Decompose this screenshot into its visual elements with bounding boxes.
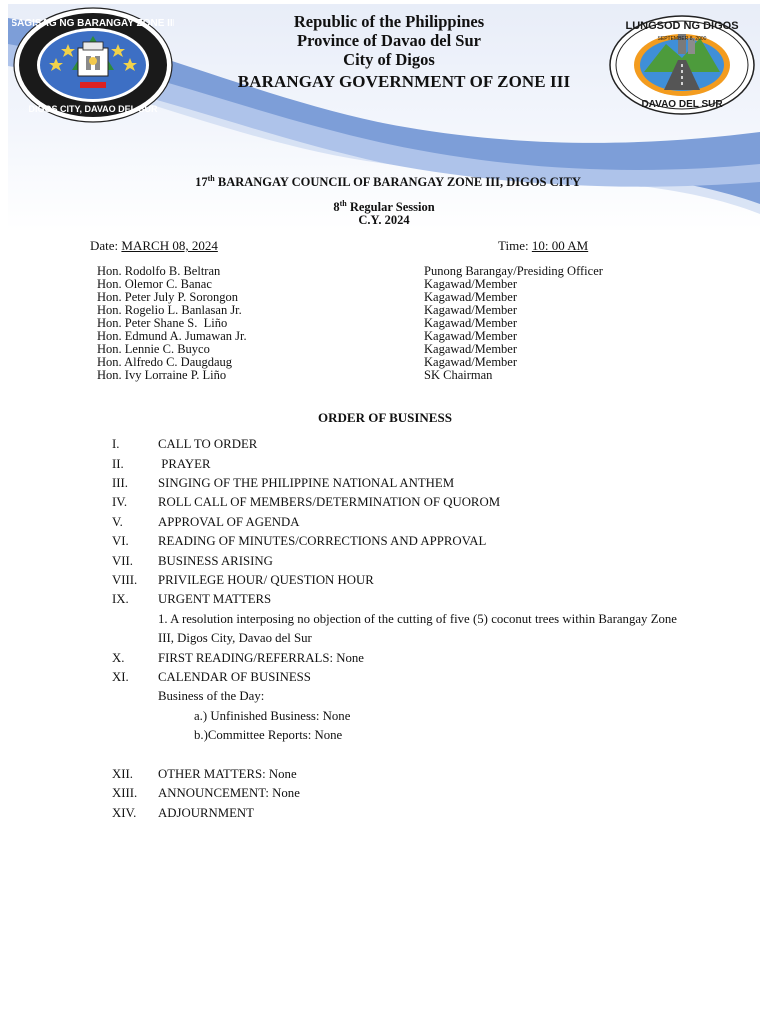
meeting-time — [498, 238, 588, 254]
order-of-business-title: ORDER OF BUSINESS — [318, 410, 452, 425]
agenda-text: PRIVILEGE HOUR/ QUESTION HOUR — [158, 572, 374, 587]
agenda-number: V. — [112, 514, 123, 529]
member-row — [97, 369, 657, 382]
agenda-text: OTHER MATTERS: None — [158, 766, 297, 781]
agenda-item — [112, 590, 677, 609]
agenda-number: XIV. — [112, 805, 137, 820]
svg-text:DIGOS CITY, DAVAO DEL SUR: DIGOS CITY, DAVAO DEL SUR — [28, 104, 158, 114]
spacer — [112, 745, 677, 764]
member-name: Hon. Peter Shane S. Liño — [97, 316, 228, 330]
header-title: BARANGAY GOVERNMENT OF ZONE III — [237, 72, 571, 91]
session-ordinal-suffix: th — [339, 198, 347, 208]
council-ordinal-suffix: th — [207, 173, 215, 183]
agenda-list — [112, 435, 677, 823]
agenda-number: III. — [112, 475, 128, 490]
member-name: Hon. Rogelio L. Banlasan Jr. — [97, 303, 242, 317]
member-name: Hon. Lennie C. Buyco — [97, 342, 210, 356]
svg-text:SAGISAG NG BARANGAY ZONE III: SAGISAG NG BARANGAY ZONE III — [12, 18, 174, 29]
session-year: C.Y. 2024 — [358, 213, 410, 227]
member-position: Kagawad/Member — [424, 277, 518, 291]
agenda-item — [112, 765, 677, 784]
meeting-date — [90, 238, 218, 254]
member-position: Punong Barangay/Presiding Officer — [424, 264, 603, 278]
agenda-item — [112, 513, 677, 532]
agenda-item — [112, 668, 677, 687]
committee-reports: b.)Committee Reports: None — [194, 727, 343, 742]
session-label: Regular Session — [346, 200, 435, 214]
agenda-item — [112, 551, 677, 570]
time-label: Time: — [498, 238, 532, 253]
time-value: 10: 00 AM — [531, 238, 589, 253]
agenda-text: APPROVAL OF AGENDA — [158, 514, 300, 529]
agenda-number: XII. — [112, 766, 133, 781]
agenda-item — [112, 571, 677, 590]
agenda-item — [112, 454, 677, 473]
agenda-item — [112, 493, 677, 512]
agenda-text: CALENDAR OF BUSINESS — [158, 669, 311, 684]
agenda-number: IX. — [112, 592, 129, 607]
member-name: Hon. Ivy Lorraine P. Liño — [97, 368, 227, 382]
council-ordinal: 17 — [195, 175, 208, 189]
agenda-text: ROLL CALL OF MEMBERS/DETERMINATION OF QUOROM — [158, 495, 501, 510]
member-position: Kagawad/Member — [424, 316, 518, 330]
agenda-number: VII. — [112, 553, 133, 568]
agenda-number: VI. — [112, 534, 129, 549]
business-of-the-day: Business of the Day: — [158, 689, 265, 704]
agenda-number: XIII. — [112, 786, 138, 801]
member-name: Hon. Olemor C. Banac — [97, 277, 212, 291]
member-position: SK Chairman — [424, 368, 493, 382]
agenda-item — [112, 474, 677, 493]
member-position: Kagawad/Member — [424, 342, 518, 356]
agenda-text: READING OF MINUTES/CORRECTIONS AND APPROVAL — [158, 534, 487, 549]
svg-text:SEPTEMBER 8, 2000: SEPTEMBER 8, 2000 — [657, 36, 707, 42]
agenda-number: VIII. — [112, 572, 138, 587]
header-line-2: Province of Davao del Sur — [297, 31, 481, 50]
member-name: Hon. Peter July P. Sorongon — [97, 290, 238, 304]
agenda-item — [112, 803, 677, 822]
member-position: Kagawad/Member — [424, 355, 518, 369]
agenda-number: II. — [112, 456, 124, 471]
agenda-text: FIRST READING/REFERRALS: None — [158, 650, 364, 665]
unfinished-business: a.) Unfinished Business: None — [194, 708, 351, 723]
agenda-item — [112, 648, 677, 667]
header-line-3: City of Digos — [343, 50, 435, 69]
date-label: Date: — [90, 238, 122, 253]
agenda-text: PRAYER — [158, 456, 211, 471]
council-title — [0, 175, 768, 190]
header-line-1: Republic of the Philippines — [293, 12, 485, 31]
agenda-text: ANNOUNCEMENT: None — [158, 786, 300, 801]
agenda-number: X. — [112, 650, 125, 665]
agenda-text: BUSINESS ARISING — [158, 553, 273, 568]
svg-text:LUNGSOD NG DIGOS: LUNGSOD NG DIGOS — [625, 20, 739, 32]
member-position: Kagawad/Member — [424, 329, 518, 343]
agenda-text: CALL TO ORDER — [158, 437, 258, 452]
member-name: Hon. Edmund A. Jumawan Jr. — [97, 329, 247, 343]
svg-text:DAVAO DEL SUR: DAVAO DEL SUR — [641, 99, 723, 110]
council-name: BARANGAY COUNCIL OF BARANGAY ZONE III, DIGOS CITY — [214, 175, 581, 189]
session-heading — [0, 198, 768, 227]
agenda-text: URGENT MATTERS — [158, 592, 272, 607]
agenda-text: SINGING OF THE PHILIPPINE NATIONAL ANTHEM — [158, 475, 455, 490]
member-name: Hon. Alfredo C. Daugdaug — [97, 355, 233, 369]
agenda-number: XI. — [112, 669, 129, 684]
member-position: Kagawad/Member — [424, 303, 518, 317]
attendance-list — [97, 265, 657, 382]
agenda-number: IV. — [112, 495, 128, 510]
member-position: Kagawad/Member — [424, 290, 518, 304]
member-name: Hon. Rodolfo B. Beltran — [97, 264, 221, 278]
agenda-item — [112, 532, 677, 551]
agenda-number: I. — [112, 437, 120, 452]
agenda-text: ADJOURNMENT — [158, 805, 254, 820]
urgent-matter-resolution: 1. A resolution interposing no objection of the cutting of five (5) coconut trees within Barangay Zone III, Digos City, Davao del Sur — [158, 611, 677, 645]
date-value: MARCH 08, 2024 — [121, 238, 218, 253]
agenda-item — [112, 435, 677, 454]
agenda-item — [112, 784, 677, 803]
session-ordinal: 8 — [333, 200, 340, 214]
